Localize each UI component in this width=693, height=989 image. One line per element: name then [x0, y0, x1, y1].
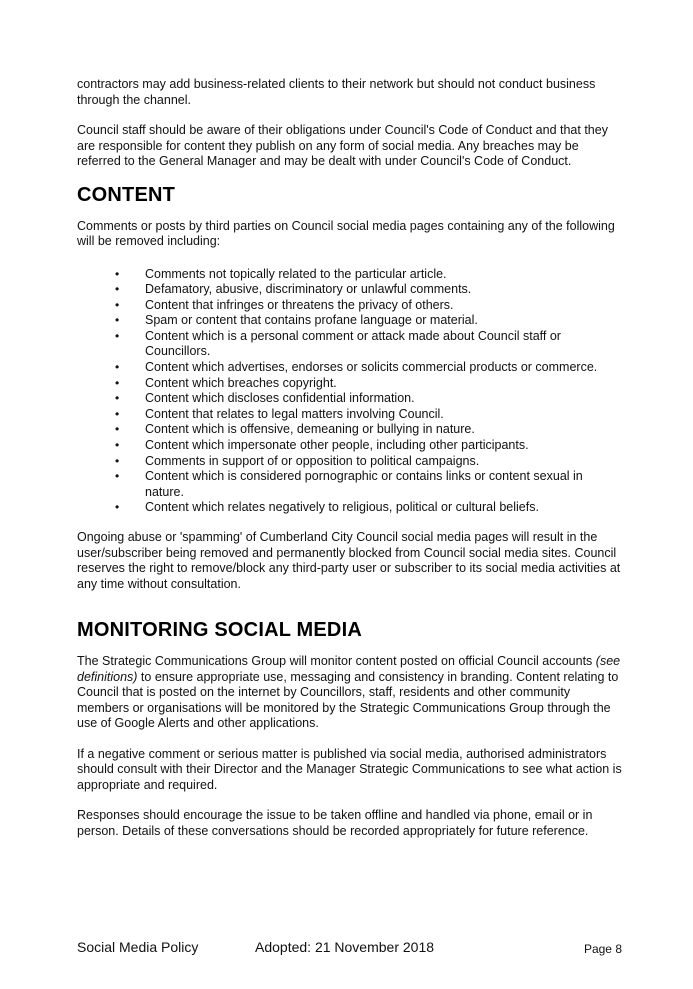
monitoring-paragraph-2: If a negative comment or serious matter is published via social media, authorised administrators should consult with their Director and the Manager Strategic Communications to see what action is appropriate and required. — [77, 746, 622, 792]
list-item — [115, 422, 622, 438]
bullet-icon: • — [115, 422, 120, 437]
bullet-icon: • — [115, 391, 120, 406]
list-item-text: Defamatory, abusive, discriminatory or unlawful comments. — [145, 282, 472, 297]
list-item — [115, 329, 622, 360]
list-item — [115, 282, 622, 298]
bullet-icon: • — [115, 313, 120, 328]
bullet-icon: • — [115, 360, 120, 375]
removal-criteria-list — [77, 267, 622, 517]
see-definitions-reference: (see definitions) — [77, 654, 621, 684]
list-item-text: Content which is a personal comment or attack made about Council staff or Councillors. — [145, 328, 561, 359]
monitoring-p1-text-start: The Strategic Communications Group will monitor content posted on official Council accounts — [77, 654, 596, 668]
list-item-text: Content that relates to legal matters involving Council. — [145, 406, 444, 421]
intro-paragraph-1: contractors may add business-related clients to their network but should not conduct business through the channel. — [77, 77, 596, 107]
content-lead-paragraph: Comments or posts by third parties on Council social media pages containing any of the following will be removed including: — [77, 218, 615, 248]
list-item — [115, 469, 622, 500]
list-item-text: Content which is considered pornographic or contains links or content sexual in nature. — [145, 469, 583, 499]
monitoring-paragraph-1 — [77, 654, 622, 732]
list-item-text: Content which impersonate other people, including other participants. — [145, 438, 529, 453]
list-item-text: Content which is offensive, demeaning or bullying in nature. — [145, 422, 475, 437]
bullet-icon: • — [115, 328, 120, 343]
bullet-icon: • — [115, 453, 120, 468]
list-item — [115, 360, 622, 376]
monitoring-heading: MONITORING SOCIAL MEDIA — [77, 619, 362, 641]
list-item-text: Content which breaches copyright. — [145, 375, 337, 390]
list-item-text: Spam or content that contains profane language or material. — [145, 313, 478, 328]
bullet-icon: • — [115, 266, 120, 281]
bullet-icon: • — [115, 297, 120, 312]
bullet-icon: • — [115, 438, 120, 453]
document-page — [77, 77, 622, 839]
list-item-text: Content which advertises, endorses or solicits commercial products or commerce. — [145, 360, 598, 375]
monitoring-p1-text-end: to ensure appropriate use, messaging and consistency in branding. Content relating to Council that is posted on the internet by Councillors, staff, residents and other community members or organisations will be monitored by the Strategic Communications Group through the use of Google Alerts and other applications. — [77, 669, 619, 730]
page-footer — [77, 939, 622, 959]
bullet-icon: • — [115, 469, 120, 484]
list-item — [115, 391, 622, 407]
list-item — [115, 298, 622, 314]
list-item — [115, 376, 622, 392]
list-item — [115, 438, 622, 454]
list-item — [115, 500, 622, 516]
monitoring-paragraph-3: Responses should encourage the issue to be taken offline and handled via phone, email or in person. Details of these conversations should be recorded appropriately for future reference. — [77, 808, 593, 838]
bullet-icon: • — [115, 406, 120, 421]
list-item-text: Comments not topically related to the particular article. — [145, 266, 447, 281]
bullet-icon: • — [115, 500, 120, 515]
list-item — [115, 313, 622, 329]
content-heading: CONTENT — [77, 183, 176, 206]
intro-paragraph-2: Council staff should be aware of their obligations under Council's Code of Conduct and that they are responsible for content they publish on any form of social media. Any breaches may be referred to the General Manager and may be dealt with under Council's Code of Conduct. — [77, 123, 608, 168]
footer-adopted-date: Adopted: 21 November 2018 — [255, 939, 435, 955]
list-item — [115, 454, 622, 470]
list-item — [115, 267, 622, 283]
list-item-text: Content that infringes or threatens the privacy of others. — [145, 297, 454, 312]
list-item-text: Content which relates negatively to religious, political or cultural beliefs. — [145, 500, 539, 515]
content-closing-paragraph: Ongoing abuse or 'spamming' of Cumberland City Council social media pages will result in the user/subscriber being removed and permanently blocked from Council social media sites. Council reserves the right to remove/block any third-party user or subscriber to its social media activities at any time without consultation. — [77, 530, 621, 591]
list-item — [115, 407, 622, 423]
footer-document-title: Social Media Policy — [77, 939, 199, 955]
footer-page-number: Page 8 — [583, 942, 622, 956]
bullet-icon: • — [115, 375, 120, 390]
list-item-text: Comments in support of or opposition to political campaigns. — [145, 453, 480, 468]
list-item-text: Content which discloses confidential information. — [145, 391, 415, 406]
bullet-icon: • — [115, 282, 120, 297]
